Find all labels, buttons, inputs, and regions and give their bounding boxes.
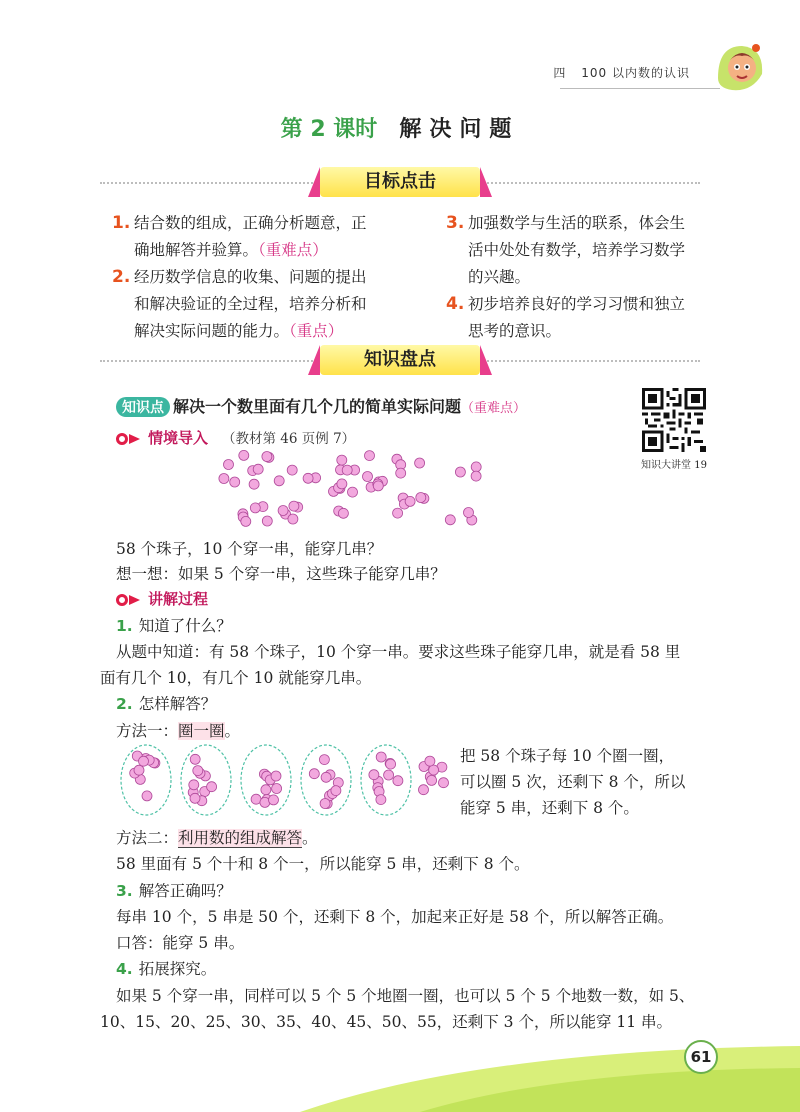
chapter-number: 四 xyxy=(553,66,567,80)
bead xyxy=(348,487,358,497)
bead xyxy=(415,458,425,468)
bead xyxy=(439,778,449,788)
step-4-text-line-1: 如果 5 个穿一串，同样可以 5 个 5 个地圈一圈，也可以 5 个 5 个地数一数，如 5、 xyxy=(116,987,695,1005)
bead xyxy=(384,770,394,780)
bead xyxy=(224,460,234,470)
bead xyxy=(241,516,251,526)
bead xyxy=(319,755,329,765)
bead xyxy=(262,452,272,462)
bead xyxy=(369,770,379,780)
bead xyxy=(262,516,272,526)
bead xyxy=(396,468,406,478)
method-1-desc-line-3: 能穿 5 串，还剩下 8 个。 xyxy=(460,799,639,817)
bead xyxy=(429,765,439,775)
bead xyxy=(464,508,474,518)
method-1-desc-line-1: 把 58 个珠子每 10 个圈一圈， xyxy=(460,747,675,765)
bead xyxy=(376,795,386,805)
bead xyxy=(253,464,263,474)
bead xyxy=(363,472,373,482)
bead xyxy=(321,772,331,782)
running-header xyxy=(553,64,700,81)
textbook-reference: （教材第 46 页例 7） xyxy=(222,431,356,447)
method-2-line: 方法二：利用数的组成解答。 xyxy=(116,829,318,847)
footer-wave-decoration xyxy=(0,1010,800,1112)
difficulty-tag: （重难点） xyxy=(258,241,328,259)
mascot-illustration xyxy=(712,38,768,94)
bead xyxy=(250,503,260,513)
bead xyxy=(425,756,435,766)
bead xyxy=(249,479,259,489)
intro-heading: 情境导入 （教材第 46 页例 7） xyxy=(116,427,355,448)
knowledge-point-badge: 知识点 xyxy=(116,397,170,417)
lesson-title xyxy=(0,112,800,143)
bead xyxy=(427,775,437,785)
bead xyxy=(230,477,240,487)
step-3-question: 3. 解答正确吗？ xyxy=(116,882,232,900)
scattered-beads-illustration xyxy=(210,446,500,530)
bead xyxy=(219,474,229,484)
key-point-tag: （重点） xyxy=(289,322,344,340)
bead xyxy=(337,479,347,489)
bead xyxy=(278,506,288,516)
bead xyxy=(405,496,415,506)
bead xyxy=(342,465,352,475)
bead xyxy=(445,515,455,525)
bead xyxy=(373,481,383,491)
bead xyxy=(309,769,319,779)
bead xyxy=(455,467,465,477)
bead xyxy=(134,765,144,775)
unit-title: 100 以内数的认识 xyxy=(581,66,690,80)
goal-item-4: 4. 初步培养良好的学习习惯和独立 思考的意识。 xyxy=(446,294,686,340)
bead xyxy=(239,450,249,460)
bead xyxy=(471,462,481,472)
step-4-text-line-2: 10、15、20、25、30、35、40、45、50、55，还剩下 3 个，所以能穿 11 串。 xyxy=(100,1013,673,1031)
bead xyxy=(365,451,375,461)
bead xyxy=(261,785,271,795)
method-1-line: 方法一：圈一圈。 xyxy=(116,722,241,740)
bead xyxy=(386,759,396,769)
bead xyxy=(393,508,403,518)
bead xyxy=(471,471,481,481)
bead xyxy=(193,766,203,776)
bead xyxy=(338,508,348,518)
bead xyxy=(289,501,299,511)
step-1-question: 1. 知道了什么？ xyxy=(116,617,232,635)
bead xyxy=(419,785,429,795)
goal-item-1: 1. 结合数的组成，正确分析题意，正 确地解答并验算。（重难点） xyxy=(112,213,367,259)
bead xyxy=(190,754,200,764)
bead xyxy=(190,793,200,803)
step-2-question: 2. 怎样解答？ xyxy=(116,695,217,713)
goal-item-2: 2. 经历数学信息的收集、问题的提出 和解决验证的全过程，培养分析和 解决实际问题的能力。（重点） xyxy=(112,267,367,340)
bead xyxy=(376,752,386,762)
bead xyxy=(288,514,298,524)
page-number: 61 xyxy=(684,1040,718,1074)
oral-answer: 口答：能穿 5 串。 xyxy=(116,934,245,952)
difficulty-tag: （重难点） xyxy=(461,401,527,416)
qr-caption: 知识大讲堂 19 xyxy=(641,460,707,471)
bead xyxy=(320,799,330,809)
qr-code[interactable] xyxy=(642,388,706,452)
explain-heading: 讲解过程 xyxy=(116,588,208,609)
method-1-highlight: 圈一圈 xyxy=(178,722,225,740)
goal-item-3: 3. 加强数学与生活的联系，体会生 活中处处有数学，培养学习数学 的兴趣。 xyxy=(446,213,686,286)
bead xyxy=(331,786,341,796)
bead xyxy=(393,776,403,786)
bead xyxy=(274,476,284,486)
arrow-bullet-icon xyxy=(116,594,142,606)
bead xyxy=(269,795,279,805)
section-heading-knowledge: 知识盘点 xyxy=(320,345,480,375)
step-1-answer-line-1: 从题中知道：有 58 个珠子，10 个穿一串。要求这些珠子能穿几串，就是看 58 里 xyxy=(116,643,681,661)
bead xyxy=(303,473,313,483)
header-rule xyxy=(560,88,720,89)
method-2-text: 58 里面有 5 个十和 8 个一，所以能穿 5 串，还剩下 8 个。 xyxy=(116,855,530,873)
knowledge-point-title: 知识点 解决一个数里面有几个几的简单实际问题（重难点） xyxy=(116,394,526,417)
lesson-topic: 解决问题 xyxy=(399,116,520,142)
bead xyxy=(189,780,199,790)
step-1-answer-line-2: 面有几个 10，有几个 10 就能穿几串。 xyxy=(100,669,372,687)
section-heading-goals: 目标点击 xyxy=(320,167,480,197)
problem-line-1: 58 个珠子，10 个穿一串，能穿几串？ xyxy=(116,540,383,558)
step-4-question: 4. 拓展探究。 xyxy=(116,960,217,978)
method-1-desc-line-2: 可以圈 5 次，还剩下 8 个，所以 xyxy=(460,773,686,791)
lesson-number: 第 2 课时 xyxy=(280,117,378,142)
bead xyxy=(287,465,297,475)
bead xyxy=(207,782,217,792)
bead xyxy=(271,771,281,781)
bead xyxy=(416,493,426,503)
arrow-bullet-icon xyxy=(116,433,142,445)
problem-line-2: 想一想：如果 5 个穿一串，这些珠子能穿几串？ xyxy=(116,565,446,583)
bead xyxy=(337,455,347,465)
method-2-highlight: 利用数的组成解答 xyxy=(178,829,303,847)
step-3-answer: 每串 10 个，5 串是 50 个，还剩下 8 个，加起来正好是 58 个，所以解答正确。 xyxy=(116,908,674,926)
bead xyxy=(142,791,152,801)
circled-beads-illustration xyxy=(112,742,450,818)
bead xyxy=(139,756,149,766)
bead xyxy=(272,784,282,794)
